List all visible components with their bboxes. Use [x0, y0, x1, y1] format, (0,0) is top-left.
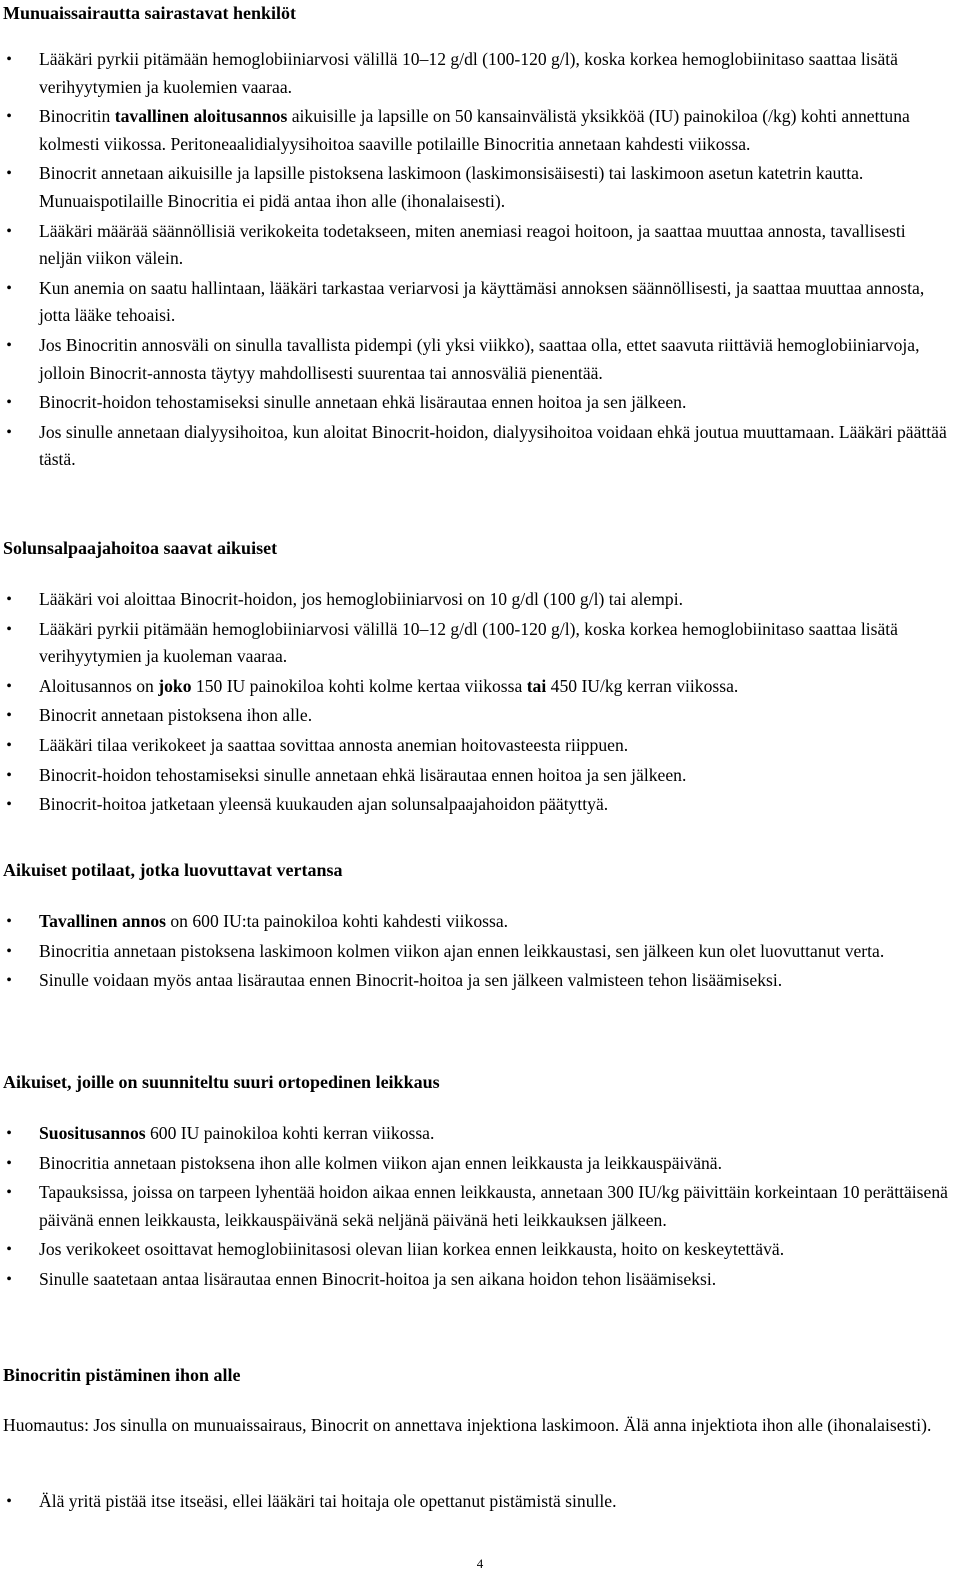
- list-item: [3, 46, 951, 101]
- item-text: Lääkäri tilaa verikokeet ja saattaa sovittaa annosta anemian hoitovasteesta riippuen.: [39, 734, 629, 755]
- item-text: aikuisille ja lapsille on 50 kansainvälistä yksikköä (IU) painokiloa (/kg) kohti annettuna kolmesti viikossa. Peritoneaalidialyysihoitoa saaville potilaille Binocritia annetaan kahdesti viikossa.: [39, 106, 910, 154]
- item-text: Sinulle saatetaan antaa lisärautaa ennen Binocrit-hoitoa ja sen aikana hoidon tehon lisäämiseksi.: [39, 1268, 717, 1289]
- item-text: on 600 IU:ta painokiloa kohti kahdesti viikossa.: [165, 911, 509, 931]
- item-text: Binocrit annetaan aikuisille ja lapsille pistoksena laskimoon (laskimonsisäisesti) tai laskimoon asetun katetrin kautta. Munuaispotilaille Binocritia ei pidä antaa ihon alle (ihonalaisesti).: [39, 163, 864, 211]
- emphasis-text: joko: [158, 675, 192, 696]
- item-text: Kun anemia on saatu hallintaan, lääkäri tarkastaa veriarvosi ja käyttämäsi annoksen säännöllisesti, ja saattaa muuttaa annosta, jotta lääke tehoaisi.: [39, 277, 925, 326]
- list-item: [3, 1150, 951, 1178]
- bullet-icon: •: [6, 1241, 12, 1259]
- section-heading-blood-donation: Aikuiset potilaat, jotka luovuttavat vertansa: [3, 860, 343, 880]
- bullet-list-orthopedic-surgery: [3, 1120, 951, 1296]
- item-text: Aloitusannos on: [39, 675, 159, 696]
- injection-note: Huomautus: Jos sinulla on munuaissairaus, Binocrit on annettava injektiona laskimoon. Älä anna injektiota ihon alle (ihonalaisesti).: [3, 1415, 932, 1435]
- section-heading-kidney: Munuaissairautta sairastavat henkilöt: [3, 3, 297, 23]
- bullet-list-injection: [3, 1488, 951, 1518]
- section-heading-chemotherapy: Solunsalpaajahoitoa saavat aikuiset: [3, 538, 278, 558]
- bullet-icon: •: [6, 1184, 12, 1202]
- list-item: [3, 1266, 951, 1294]
- emphasis-text: tai: [526, 675, 547, 696]
- list-item: [3, 419, 951, 474]
- list-item: [3, 908, 951, 936]
- list-item: [3, 389, 951, 417]
- bullet-list-kidney: [3, 46, 951, 476]
- list-item: [3, 702, 951, 730]
- bullet-icon: •: [6, 766, 12, 784]
- bullet-icon: •: [6, 1125, 12, 1142]
- list-item: [3, 732, 951, 760]
- item-text: Sinulle voidaan myös antaa lisärautaa ennen Binocrit-hoitoa ja sen jälkeen valmisteen tehon lisäämiseksi.: [39, 970, 783, 991]
- item-text: Älä yritä pistää itse itseäsi, ellei lääkäri tai hoitaja ole opettanut pistämistä sinulle.: [39, 1491, 617, 1511]
- item-text: Tapauksissa, joissa on tarpeen lyhentää hoidon aikaa ennen leikkausta, annetaan 300 IU/kg päivittäin korkeintaan 10 perättäisenä päivänä ennen leikkausta, leikkauspäivänä sekä neljänä päivänä heti leikkauksen jälkeen.: [39, 1182, 948, 1230]
- bullet-icon: •: [6, 1493, 12, 1510]
- item-text: Binocrit-hoitoa jatketaan yleensä kuukauden ajan solunsalpaajahoidon päätyttyä.: [39, 794, 609, 815]
- list-item: [3, 616, 951, 671]
- list-item: [3, 791, 951, 819]
- item-text: 150 IU painokiloa kohti kolme kertaa viikossa: [191, 675, 527, 696]
- list-item: [3, 586, 951, 614]
- emphasis-text: tavallinen aloitusannos: [114, 106, 288, 127]
- list-item: [3, 938, 951, 966]
- item-text: Binocritia annetaan pistoksena laskimoon kolmen viikon ajan ennen leikkaustasi, sen jälkeen kun olet luovuttanut verta.: [39, 940, 885, 961]
- item-text: Lääkäri pyrkii pitämään hemoglobiiniarvosi välillä 10–12 g/dl (100-120 g/l), koska korkea hemoglobiinitaso saattaa lisätä verihyytymien ja kuoleman vaaraa.: [39, 618, 898, 667]
- list-item: [3, 1179, 951, 1234]
- item-text: Lääkäri voi aloittaa Binocrit-hoidon, jos hemoglobiiniarvosi on 10 g/dl (100 g/l) tai alempi.: [39, 589, 684, 609]
- section-heading-subcutaneous-injection: Binocritin pistäminen ihon alle: [3, 1365, 241, 1385]
- bullet-icon: •: [6, 165, 12, 183]
- bullet-icon: •: [6, 913, 12, 930]
- list-item: [3, 967, 951, 995]
- list-item: [3, 762, 951, 790]
- bullet-icon: •: [6, 1154, 12, 1172]
- item-text: Binocritin: [39, 106, 115, 127]
- bullet-icon: •: [6, 1270, 12, 1288]
- bullet-icon: •: [6, 336, 12, 354]
- bullet-icon: •: [6, 394, 12, 412]
- item-text: 600 IU painokiloa kohti kerran viikossa.: [145, 1123, 435, 1143]
- item-text: Binocrit-hoidon tehostamiseksi sinulle annetaan ehkä lisärautaa ennen hoitoa ja sen jälkeen.: [39, 392, 687, 413]
- item-text: Lääkäri pyrkii pitämään hemoglobiiniarvosi välillä 10–12 g/dl (100-120 g/l), koska korkea hemoglobiinitaso saattaa lisätä verihyytymien ja kuolemien vaaraa.: [39, 49, 898, 97]
- item-text: Binocrit-hoidon tehostamiseksi sinulle annetaan ehkä lisärautaa ennen hoitoa ja sen jälkeen.: [39, 764, 687, 785]
- item-text: Binocritia annetaan pistoksena ihon alle kolmen viikon ajan ennen leikkausta ja leikkauspäivänä.: [39, 1152, 723, 1173]
- bullet-icon: •: [6, 620, 12, 638]
- section-heading-orthopedic-surgery: Aikuiset, joille on suunniteltu suuri ortopedinen leikkaus: [3, 1072, 440, 1092]
- bullet-icon: •: [6, 736, 12, 754]
- item-text: Jos sinulle annetaan dialyysihoitoa, kun aloitat Binocrit-hoidon, dialyysihoitoa voidaan ehkä joutua muuttamaan. Lääkäri päättää tästä.: [39, 421, 947, 470]
- list-item: [3, 1488, 951, 1516]
- bullet-list-blood-donation: [3, 908, 951, 997]
- emphasis-text: Suositusannos: [39, 1123, 146, 1143]
- page-number: 4: [476, 1556, 484, 1571]
- item-text: Jos Binocritin annosväli on sinulla tavallista pidempi (yli yksi viikko), saattaa olla, ettet saavuta riittäviä hemoglobiiniarvoja, jolloin Binocrit-annosta täytyy mahdollisesti suurentaa tai annosväliä pienentää.: [39, 334, 920, 383]
- bullet-list-chemotherapy: [3, 586, 951, 821]
- item-text: Binocrit annetaan pistoksena ihon alle.: [39, 705, 313, 726]
- list-item: [3, 218, 951, 273]
- bullet-icon: •: [6, 51, 12, 68]
- bullet-icon: •: [6, 423, 12, 441]
- emphasis-text: Tavallinen annos: [39, 911, 166, 931]
- list-item: [3, 1236, 951, 1264]
- bullet-icon: •: [6, 222, 12, 240]
- list-item: [3, 673, 951, 701]
- bullet-icon: •: [6, 677, 12, 695]
- list-item: [3, 1120, 951, 1148]
- item-text: 450 IU/kg kerran viikossa.: [546, 675, 739, 696]
- bullet-icon: •: [6, 796, 12, 814]
- item-text: Lääkäri määrää säännöllisiä verikokeita todetakseen, miten anemiasi reagoi hoitoon, ja saattaa muuttaa annosta, tavallisesti neljän viikon välein.: [39, 220, 906, 269]
- bullet-icon: •: [6, 972, 12, 990]
- list-item: [3, 275, 951, 330]
- bullet-icon: •: [6, 707, 12, 725]
- bullet-icon: •: [6, 279, 12, 297]
- bullet-icon: •: [6, 108, 12, 126]
- list-item: [3, 103, 951, 158]
- list-item: [3, 160, 951, 215]
- list-item: [3, 332, 951, 387]
- bullet-icon: •: [6, 591, 12, 608]
- bullet-icon: •: [6, 942, 12, 960]
- item-text: Jos verikokeet osoittavat hemoglobiinitasosi olevan liian korkea ennen leikkausta, hoito on keskeytettävä.: [39, 1239, 785, 1260]
